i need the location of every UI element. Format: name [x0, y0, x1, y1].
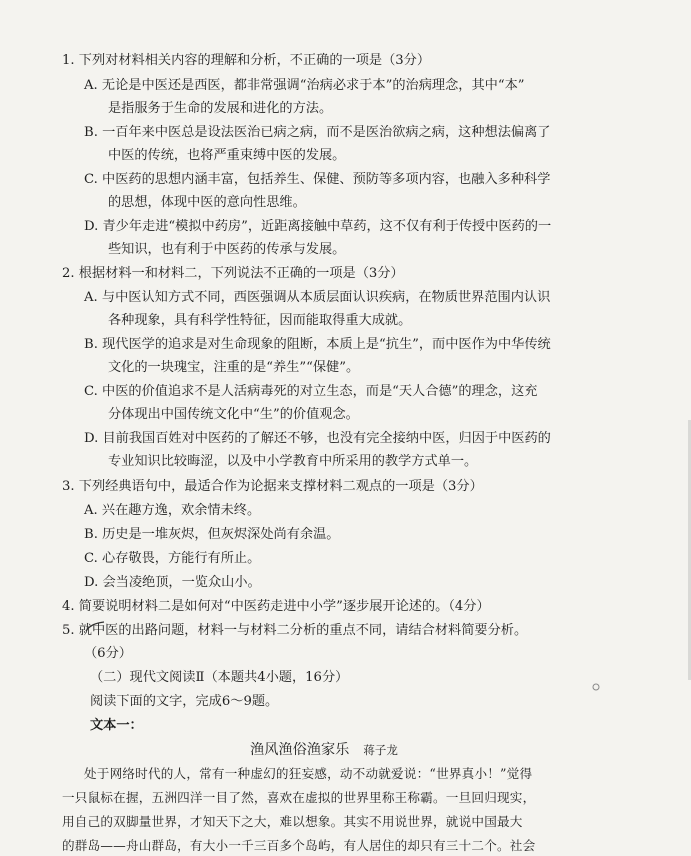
q2-option-a-cont: 各种现象，具有科学性特征，因而能取得重大成就。 [108, 313, 412, 328]
q1-option-c: C. 中医药的思想内涵丰富，包括养生、保健、预防等多项内容，也融入多种科学 [84, 172, 551, 187]
passage-line-2: 一只鼠标在握，五洲四洋一目了然，喜欢在虚拟的世界里称王称霸。一旦回归现实， [62, 790, 536, 805]
section-heading: （二）现代文阅读Ⅱ（本题共4小题，16分） [90, 670, 349, 685]
q2-option-b: B. 现代医学的追求是对生命现象的阻断，本质上是“抗生”，而中医作为中华传统 [84, 337, 551, 352]
pen-mark-icon [84, 620, 106, 634]
passage-author: 蒋子龙 [363, 743, 398, 757]
passage-title: 渔风渔俗渔家乐 [250, 742, 350, 758]
q4-stem: 4. 简要说明材料二是如何对“中医药走进中小学”逐步展开论述的。（4分） [62, 599, 490, 614]
q2-option-b-cont: 文化的一块瑰宝，注重的是“养生”“保健”。 [108, 360, 360, 375]
q1-option-b: B. 一百年来中医总是设法医治已病之病，而不是医治欲病之病，这种想法偏离了 [84, 125, 551, 140]
q2-option-d: D. 目前我国百姓对中医药的了解还不够，也没有完全接纳中医，归因于中医药的 [84, 431, 551, 446]
q2-option-c: C. 中医的价值追求不是人活病毒死的对立生态，而是“天人合德”的理念，这充 [84, 384, 538, 399]
passage-line-1: 处于网络时代的人，常有一种虚幻的狂妄感，动不动就爱说：“世界真小！”觉得 [84, 766, 533, 781]
q3-stem: 3. 下列经典语句中，最适合作为论据来支撑材料二观点的一项是（3分） [62, 479, 483, 494]
passage-line-3: 用自己的双脚量世界，才知天下之大，难以想象。其实不用说世界，就说中国最大 [62, 814, 523, 829]
q2-stem: 2. 根据材料一和材料二，下列说法不正确的一项是（3分） [62, 266, 404, 281]
q1-stem: 1. 下列对材料相关内容的理解和分析，不正确的一项是（3分） [62, 53, 431, 68]
q3-option-b: B. 历史是一堆灰烬，但灰烬深处尚有余温。 [84, 527, 340, 542]
q1-option-a-cont: 是指服务于生命的发展和进化的方法。 [108, 101, 333, 116]
q1-option-d: D. 青少年走进“模拟中药房”，近距离接触中草药，这不仅有利于传授中医药的一 [84, 219, 552, 234]
q3-option-d: D. 会当凌绝顶，一览众山小。 [84, 575, 261, 590]
passage-line-4: 的群岛——舟山群岛，有大小一千三百多个岛屿，有人居住的却只有三十二个。社会 [62, 838, 536, 853]
q3-option-c: C. 心存敬畏，方能行有所止。 [84, 551, 261, 566]
q2-option-a: A. 与中医认知方式不同，西医强调从本质层面认识疾病，在物质世界范围内认识 [84, 290, 551, 305]
q2-option-c-cont: 分体现出中国传统文化中“生”的价值观念。 [108, 407, 359, 422]
text-one-label: 文本一： [90, 718, 143, 733]
q5-points: （6分） [84, 646, 132, 661]
stain-mark-icon [591, 682, 601, 692]
q5-stem: 5. 就中医的出路问题，材料一与材料二分析的重点不同，请结合材料简要分析。 [62, 623, 528, 638]
passage-title-row [250, 741, 398, 759]
q2-option-d-cont: 专业知识比较晦涩，以及中小学教育中所采用的教学方式单一。 [108, 454, 478, 469]
q3-option-a: A. 兴在趣方逸，欢余情未终。 [84, 503, 261, 518]
q1-option-c-cont: 的思想，体现中医的意向性思维。 [108, 195, 306, 210]
reading-instruction: 阅读下面的文字，完成6～9题。 [90, 694, 279, 709]
q1-option-d-cont: 些知识，也有利于中医药的传承与发展。 [108, 242, 346, 257]
q1-option-b-cont: 中医的传统，也将严重束缚中医的发展。 [108, 148, 346, 163]
q1-option-a: A. 无论是中医还是西医，都非常强调“治病必求于本”的治病理念，其中“本” [84, 78, 525, 93]
